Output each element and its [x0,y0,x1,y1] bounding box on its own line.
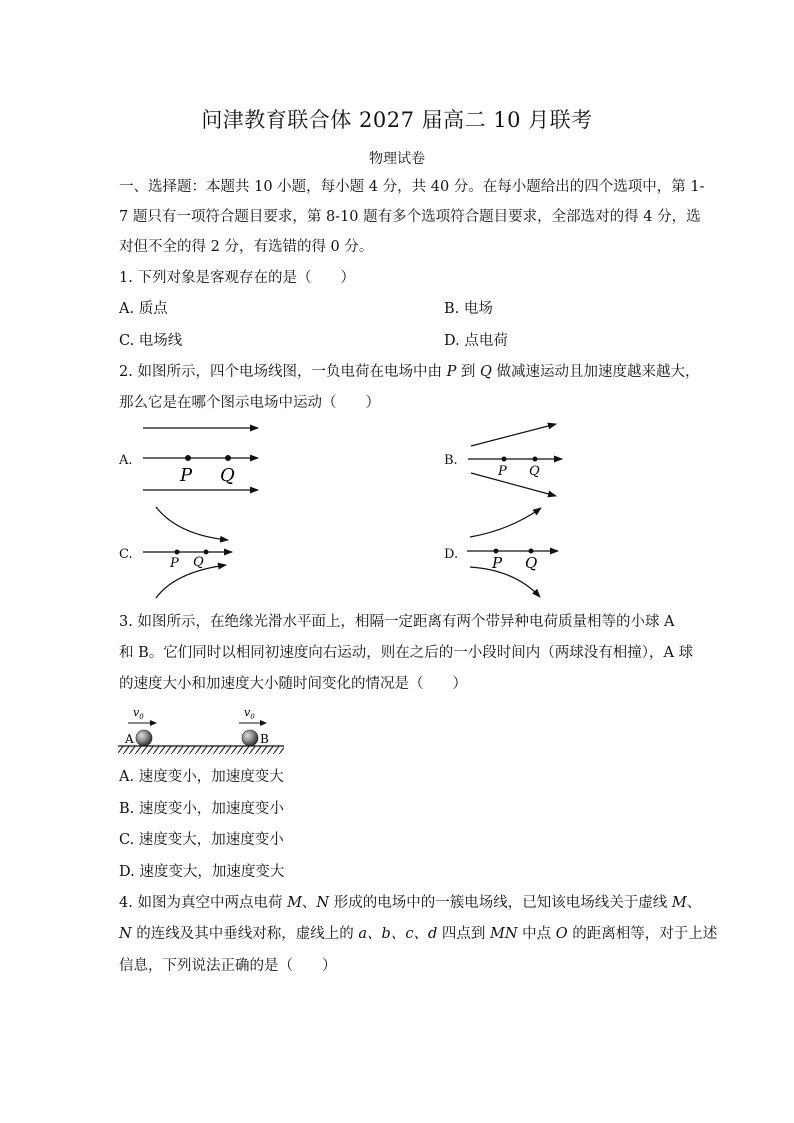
point-q-dot [204,550,209,555]
q3-stem-line-3: 的速度大小和加速度大小随时间变化的情况是（ ） [119,676,467,692]
point-p-dot [502,457,507,462]
point-q-label: Q [193,555,204,570]
field-line [470,508,541,537]
field-line [471,473,556,496]
q4-point-o: O [555,926,568,942]
point-p-dot [494,549,499,554]
q4-text: 四点到 [437,926,490,942]
q4-text: 4. 如图为真空中两点电荷 [119,895,288,911]
q3-option-c: C. 速度变大，加速度变小 [119,832,284,848]
q2-figure-label-a: A. [119,453,133,468]
q1-stem: 1. 下列对象是客观存在的是（ ） [119,270,355,286]
q2-stem-line-2: 那么它是在哪个图示电场中运动（ ） [119,395,380,411]
point-q-label: Q [220,465,235,486]
q2-stem-text-end: 做减速运动且加速度越来越大， [491,364,700,380]
q3-option-b: B. 速度变小，加速度变小 [119,801,284,817]
q4-stem-line-3: 信息，下列说法正确的是（ ） [119,958,337,974]
page-title: 问津教育联合体 2027 届高二 10 月联考 [201,108,593,132]
q4-text: 形成的电场中的一簇电场线，已知该电场线关于虚线 [329,895,672,911]
q2-figure-label-d: D. [444,547,459,562]
ball-b [242,730,258,746]
ball-b-label: B [260,732,269,746]
q2-figure-d [467,508,558,597]
q1-option-c: C. 电场线 [119,333,183,349]
point-p-label: P [492,554,503,572]
q4-segment-mn: MN [489,926,518,942]
point-p-dot [185,455,191,461]
page-subtitle: 物理试卷 [369,151,425,167]
ball-b-velocity-label: $v_0$ [244,706,255,721]
point-p-label: P [180,465,193,486]
q4-text: 、 [301,895,317,911]
point-q-dot [225,455,231,461]
q4-charge-m: M [671,895,687,911]
q3-stem-line-1: 3. 如图所示，在绝缘光滑水平面上，相隔一定距离有两个带异种电荷质量相等的小球 A [119,614,675,630]
q4-text: 、 [686,895,702,911]
point-p-dot [175,550,180,555]
ground-hatching [118,746,284,754]
field-line [471,424,556,446]
ball-a-label: A [125,732,134,746]
q4-charge-n: N [119,926,132,942]
point-p-label: P [498,464,507,479]
section-instructions-line-3: 对但不全的得 2 分，有选错的得 0 分。 [119,239,374,255]
q2-figure-label-c: C. [119,547,133,562]
q1-option-b: B. 电场 [444,301,493,317]
point-q-dot [529,549,534,554]
q1-option-a: A. 质点 [119,301,168,317]
q3-option-d: D. 速度变大，加速度变大 [119,864,285,880]
q2-figure-c [143,507,232,598]
q2-figure-b [468,424,562,496]
point-q-dot [533,457,538,462]
q3-figure-diagram [118,705,288,755]
point-q-label: Q [525,554,538,572]
q2-figure-label-b: B. [444,453,458,468]
point-p-label: P [170,556,179,571]
q3-stem-line-2: 和 B。它们同时以相同初速度向右运动，则在之后的一小段时间内（两球没有相撞），A 球 [119,645,694,661]
q2-stem-to: 到 [456,364,481,380]
q4-points: a、b、c、d [358,926,438,942]
q4-charge-n: N [316,895,330,911]
q2-stem-text: 2. 如图所示，四个电场线图，一负电荷在电场中由 [119,364,447,380]
q2-stem-point-p: P [446,364,457,380]
q2-figure-a [143,428,258,490]
field-line [156,565,226,598]
q3-option-a: A. 速度变小，加速度变大 [119,769,284,785]
q1-option-d: D. 点电荷 [444,333,508,349]
q4-charge-m: M [287,895,302,911]
q4-text: 的连线及其中垂线对称，虚线上的 [131,926,359,942]
point-q-label: Q [529,464,540,479]
ball-a-velocity-label: $v_0$ [133,706,144,721]
ball-a [136,730,152,746]
q2-stem-point-q: Q [480,364,492,380]
q4-stem-line-2 [119,924,717,944]
q4-text: 的距离相等，对于上述 [567,926,718,942]
field-line [156,507,228,540]
q4-stem-line-1 [119,893,701,913]
q4-text: 中点 [517,926,556,942]
section-instructions-line-1: 一、选择题：本题共 10 小题，每小题 4 分，共 40 分。在每小题给出的四个选项中，第 1- [119,179,705,195]
section-instructions-line-2: 7 题只有一项符合题目要求，第 8-10 题有多个选项符合题目要求，全部选对的得 4 分，选 [119,209,701,225]
